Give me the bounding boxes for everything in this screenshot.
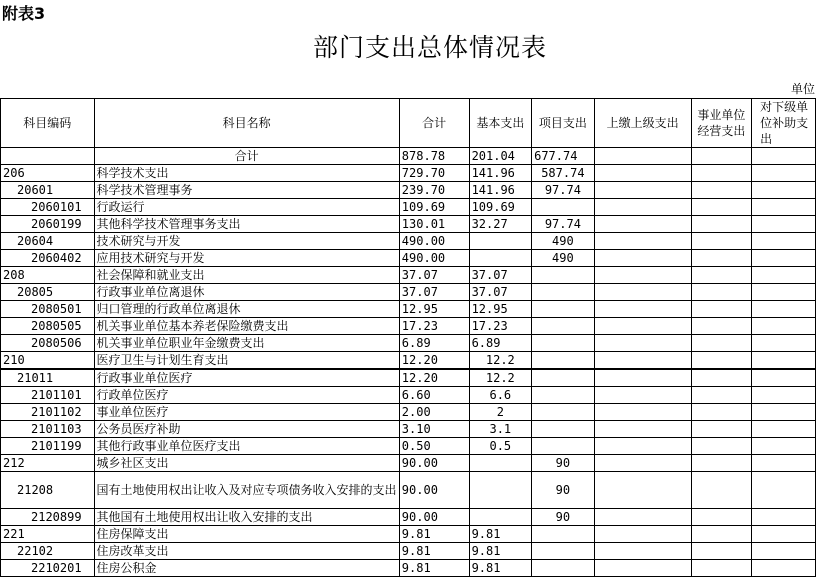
subject-code: 208 [1, 267, 95, 284]
amount-upper [594, 421, 691, 438]
subject-code: 2080501 [1, 301, 95, 318]
col-header-business: 事业单位经营支出 [691, 99, 751, 148]
amount-lower [752, 165, 816, 182]
table-row [1, 404, 816, 421]
amount-upper [594, 301, 691, 318]
subject-name: 医疗卫生与计划生育支出 [94, 352, 399, 370]
amount-project [532, 352, 595, 370]
appendix-label: 附表3 [2, 4, 46, 23]
subject-code: 21011 [1, 369, 95, 387]
amount-basic: 3.1 [469, 421, 532, 438]
amount-lower [752, 182, 816, 199]
amount-business [691, 404, 751, 421]
amount-project [532, 560, 595, 577]
amount-upper [594, 543, 691, 560]
subject-name: 其他行政事业单位医疗支出 [94, 438, 399, 455]
subject-code: 20604 [1, 233, 95, 250]
subject-code: 22102 [1, 543, 95, 560]
amount-basic: 12.2 [469, 369, 532, 387]
subject-code: 212 [1, 455, 95, 472]
subject-name: 机关事业单位基本养老保险缴费支出 [94, 318, 399, 335]
amount-lower [752, 404, 816, 421]
table-row [1, 216, 816, 233]
subject-name: 应用技术研究与开发 [94, 250, 399, 267]
amount-total: 3.10 [399, 421, 469, 438]
amount-basic: 6.89 [469, 335, 532, 352]
subject-name: 住房公积金 [94, 560, 399, 577]
subject-name: 机关事业单位职业年金缴费支出 [94, 335, 399, 352]
amount-upper [594, 199, 691, 216]
subject-code: 2101102 [1, 404, 95, 421]
amount-business [691, 526, 751, 543]
amount-total: 0.50 [399, 438, 469, 455]
amount-project [532, 526, 595, 543]
subject-code: 221 [1, 526, 95, 543]
subject-name: 公务员医疗补助 [94, 421, 399, 438]
table-row [1, 165, 816, 182]
amount-upper [594, 233, 691, 250]
subject-code: 2060402 [1, 250, 95, 267]
subject-name: 行政事业单位医疗 [94, 369, 399, 387]
table-row [1, 455, 816, 472]
subject-code: 210 [1, 352, 95, 370]
amount-project: 90 [532, 509, 595, 526]
amount-total: 12.20 [399, 352, 469, 370]
table-row [1, 543, 816, 560]
amount-total: 17.23 [399, 318, 469, 335]
amount-upper [594, 216, 691, 233]
amount-total: 130.01 [399, 216, 469, 233]
amount-lower [752, 509, 816, 526]
amount-total: 2.00 [399, 404, 469, 421]
amount-project: 90 [532, 455, 595, 472]
table-cell [691, 148, 751, 165]
table-row [1, 301, 816, 318]
header-row [1, 99, 816, 148]
subject-name: 事业单位医疗 [94, 404, 399, 421]
amount-total: 90.00 [399, 455, 469, 472]
amount-upper [594, 284, 691, 301]
amount-upper [594, 352, 691, 370]
col-header-lower: 对下级单位补助支出 [752, 99, 816, 148]
table-cell [752, 148, 816, 165]
amount-total: 239.70 [399, 182, 469, 199]
subject-code: 2080505 [1, 318, 95, 335]
amount-basic: 37.07 [469, 284, 532, 301]
table-row [1, 387, 816, 404]
amount-basic: 37.07 [469, 267, 532, 284]
table-row [1, 182, 816, 199]
table-cell [594, 148, 691, 165]
total-row [1, 148, 816, 165]
amount-lower [752, 560, 816, 577]
amount-total: 9.81 [399, 526, 469, 543]
subject-code: 2060199 [1, 216, 95, 233]
table-row [1, 526, 816, 543]
amount-total: 6.60 [399, 387, 469, 404]
amount-upper [594, 472, 691, 509]
subject-code: 2101103 [1, 421, 95, 438]
subject-code: 20601 [1, 182, 95, 199]
table-row [1, 509, 816, 526]
amount-project [532, 267, 595, 284]
amount-business [691, 216, 751, 233]
subject-name: 城乡社区支出 [94, 455, 399, 472]
amount-project: 97.74 [532, 182, 595, 199]
subject-code: 21208 [1, 472, 95, 509]
amount-lower [752, 421, 816, 438]
amount-lower [752, 526, 816, 543]
amount-basic: 9.81 [469, 560, 532, 577]
subject-code: 2080506 [1, 335, 95, 352]
amount-business [691, 318, 751, 335]
table-row [1, 335, 816, 352]
amount-project: 490 [532, 233, 595, 250]
amount-lower [752, 250, 816, 267]
amount-business [691, 472, 751, 509]
subject-code: 2060101 [1, 199, 95, 216]
amount-basic: 17.23 [469, 318, 532, 335]
amount-upper [594, 182, 691, 199]
amount-business [691, 455, 751, 472]
subject-name: 住房改革支出 [94, 543, 399, 560]
subject-name: 国有土地使用权出让收入及对应专项债务收入安排的支出 [94, 472, 399, 509]
amount-project [532, 404, 595, 421]
amount-total: 12.20 [399, 369, 469, 387]
amount-total: 490.00 [399, 250, 469, 267]
unit-label: 单位 [791, 82, 816, 96]
amount-business [691, 267, 751, 284]
subject-code: 20805 [1, 284, 95, 301]
table-row [1, 352, 816, 370]
amount-project: 97.74 [532, 216, 595, 233]
amount-lower [752, 318, 816, 335]
subject-name: 技术研究与开发 [94, 233, 399, 250]
amount-project: 90 [532, 472, 595, 509]
amount-lower [752, 267, 816, 284]
amount-upper [594, 318, 691, 335]
amount-lower [752, 216, 816, 233]
amount-basic: 32.27 [469, 216, 532, 233]
amount-lower [752, 352, 816, 370]
amount-business [691, 438, 751, 455]
expenditure-table [0, 98, 816, 577]
table-row [1, 318, 816, 335]
amount-lower [752, 543, 816, 560]
subject-name: 行政事业单位离退休 [94, 284, 399, 301]
subject-name: 科学技术支出 [94, 165, 399, 182]
col-header-upper: 上缴上级支出 [594, 99, 691, 148]
amount-business [691, 182, 751, 199]
subject-name: 行政单位医疗 [94, 387, 399, 404]
amount-project [532, 199, 595, 216]
amount-total: 37.07 [399, 284, 469, 301]
amount-lower [752, 387, 816, 404]
page-title: 部门支出总体情况表 [312, 33, 547, 62]
subject-name: 住房保障支出 [94, 526, 399, 543]
amount-upper [594, 165, 691, 182]
total-row-project: 677.74 [532, 148, 595, 165]
amount-total: 6.89 [399, 335, 469, 352]
amount-business [691, 543, 751, 560]
subject-name: 行政运行 [94, 199, 399, 216]
amount-business [691, 301, 751, 318]
amount-upper [594, 335, 691, 352]
table-row [1, 233, 816, 250]
table-row [1, 560, 816, 577]
amount-business [691, 509, 751, 526]
amount-business [691, 335, 751, 352]
table-row [1, 199, 816, 216]
amount-total: 90.00 [399, 509, 469, 526]
amount-project [532, 438, 595, 455]
amount-upper [594, 509, 691, 526]
amount-total: 12.95 [399, 301, 469, 318]
col-header-name: 科目名称 [94, 99, 399, 148]
table-row [1, 267, 816, 284]
amount-total: 729.70 [399, 165, 469, 182]
table-row [1, 250, 816, 267]
amount-lower [752, 438, 816, 455]
amount-upper [594, 369, 691, 387]
amount-lower [752, 472, 816, 509]
amount-total: 490.00 [399, 233, 469, 250]
subject-code: 2120899 [1, 509, 95, 526]
subject-name: 其他国有土地使用权出让收入安排的支出 [94, 509, 399, 526]
amount-business [691, 284, 751, 301]
amount-upper [594, 250, 691, 267]
subject-name: 科学技术管理事务 [94, 182, 399, 199]
amount-basic [469, 472, 532, 509]
amount-basic: 9.81 [469, 526, 532, 543]
amount-basic [469, 455, 532, 472]
amount-business [691, 369, 751, 387]
col-header-basic: 基本支出 [469, 99, 532, 148]
amount-total: 9.81 [399, 543, 469, 560]
amount-lower [752, 369, 816, 387]
amount-upper [594, 387, 691, 404]
amount-basic: 141.96 [469, 182, 532, 199]
amount-project [532, 543, 595, 560]
amount-project [532, 421, 595, 438]
amount-upper [594, 526, 691, 543]
amount-lower [752, 455, 816, 472]
amount-lower [752, 301, 816, 318]
col-header-total: 合计 [399, 99, 469, 148]
amount-basic: 2 [469, 404, 532, 421]
amount-total: 109.69 [399, 199, 469, 216]
amount-lower [752, 233, 816, 250]
amount-business [691, 199, 751, 216]
amount-lower [752, 335, 816, 352]
col-header-code: 科目编码 [1, 99, 95, 148]
amount-basic: 6.6 [469, 387, 532, 404]
subject-name: 归口管理的行政单位离退休 [94, 301, 399, 318]
amount-project [532, 369, 595, 387]
amount-basic: 0.5 [469, 438, 532, 455]
amount-project: 587.74 [532, 165, 595, 182]
amount-project [532, 284, 595, 301]
amount-upper [594, 404, 691, 421]
amount-total: 90.00 [399, 472, 469, 509]
total-row-label: 合计 [94, 148, 399, 165]
amount-business [691, 421, 751, 438]
subject-code: 206 [1, 165, 95, 182]
amount-business [691, 352, 751, 370]
amount-basic: 9.81 [469, 543, 532, 560]
amount-project: 490 [532, 250, 595, 267]
amount-business [691, 387, 751, 404]
table-row [1, 284, 816, 301]
table-row [1, 438, 816, 455]
amount-basic: 141.96 [469, 165, 532, 182]
amount-business [691, 250, 751, 267]
amount-lower [752, 284, 816, 301]
subject-code: 2101101 [1, 387, 95, 404]
amount-upper [594, 267, 691, 284]
table-row [1, 369, 816, 387]
amount-project [532, 387, 595, 404]
amount-upper [594, 438, 691, 455]
amount-business [691, 165, 751, 182]
amount-total: 9.81 [399, 560, 469, 577]
amount-upper [594, 560, 691, 577]
subject-code: 2101199 [1, 438, 95, 455]
amount-project [532, 318, 595, 335]
subject-name: 其他科学技术管理事务支出 [94, 216, 399, 233]
amount-basic: 109.69 [469, 199, 532, 216]
subject-code: 2210201 [1, 560, 95, 577]
amount-business [691, 560, 751, 577]
amount-upper [594, 455, 691, 472]
table-cell [1, 148, 95, 165]
col-header-project: 项目支出 [532, 99, 595, 148]
amount-lower [752, 199, 816, 216]
amount-basic [469, 233, 532, 250]
total-row-basic: 201.04 [469, 148, 532, 165]
amount-project [532, 301, 595, 318]
amount-basic: 12.95 [469, 301, 532, 318]
subject-name: 社会保障和就业支出 [94, 267, 399, 284]
amount-total: 37.07 [399, 267, 469, 284]
amount-basic: 12.2 [469, 352, 532, 370]
amount-project [532, 335, 595, 352]
amount-basic [469, 509, 532, 526]
amount-business [691, 233, 751, 250]
amount-basic [469, 250, 532, 267]
table-row [1, 421, 816, 438]
total-row-total: 878.78 [399, 148, 469, 165]
table-row [1, 472, 816, 509]
